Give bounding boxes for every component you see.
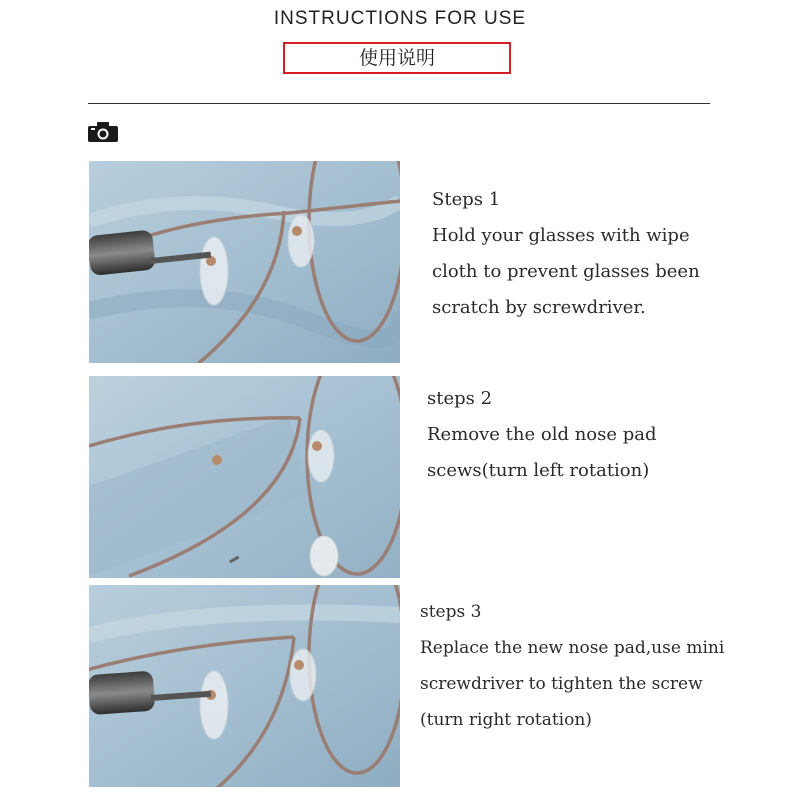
step3-line: (turn right rotation): [420, 710, 592, 730]
step1-line: cloth to prevent glasses been: [432, 261, 700, 282]
step2-line: scews(turn left rotation): [427, 460, 650, 481]
camera-icon: [88, 122, 118, 142]
step2-heading: steps 2: [427, 388, 493, 409]
step2-line: Remove the old nose pad: [427, 424, 657, 445]
step3-text: [420, 594, 724, 738]
step2-text: [427, 381, 657, 489]
step3-heading: steps 3: [420, 602, 482, 622]
step3-photo: [89, 585, 400, 787]
step1-text: [432, 182, 700, 326]
step3-line: screwdriver to tighten the screw: [420, 674, 703, 694]
chinese-subtitle-box: 使用说明: [283, 42, 511, 74]
step1-line: Hold your glasses with wipe: [432, 225, 690, 246]
step2-photo: [89, 376, 400, 578]
divider: [88, 103, 710, 104]
step1-line: scratch by screwdriver.: [432, 297, 646, 318]
step1-heading: Steps 1: [432, 189, 501, 210]
step1-photo: [89, 161, 400, 363]
page-title: INSTRUCTIONS FOR USE: [273, 8, 527, 29]
step3-line: Replace the new nose pad,use mini: [420, 638, 725, 658]
